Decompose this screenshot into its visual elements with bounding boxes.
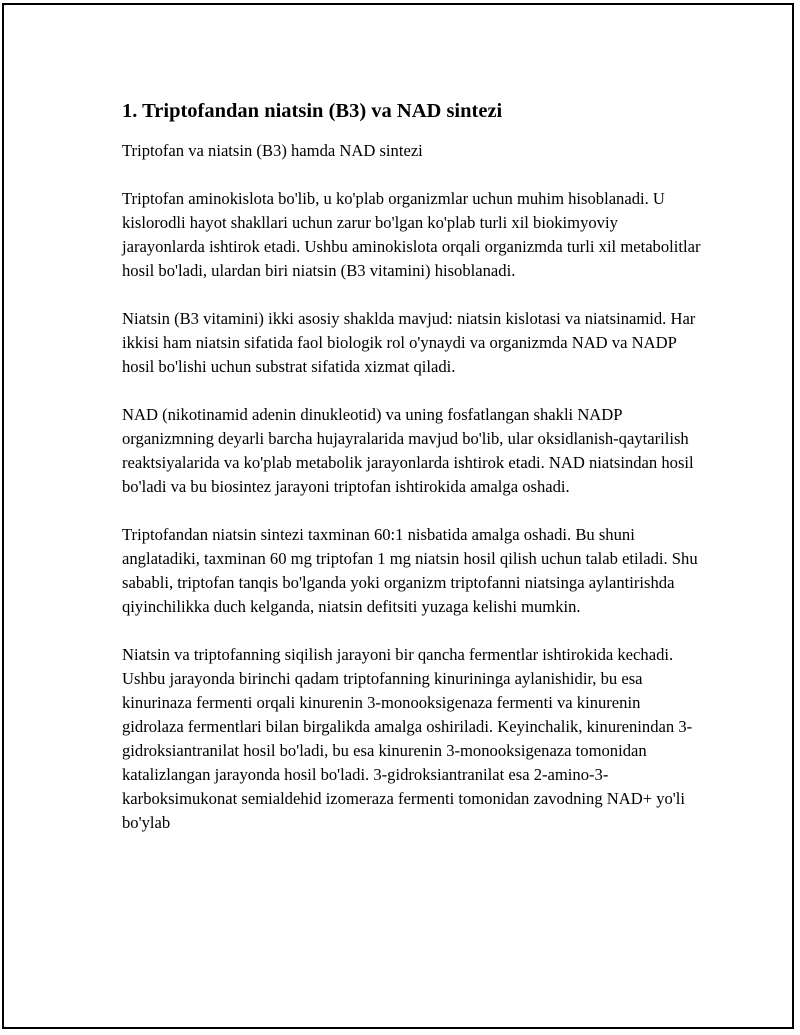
document-title: 1. Triptofandan niatsin (B3) va NAD sintezi <box>122 100 503 122</box>
paragraph-niacin-forms: Niatsin (B3 vitamini) ikki asosiy shaklda mavjud: niatsin kislotasi va niatsinamid. Har ikkisi ham niatsin sifatida faol biologik rol o'ynaydi va organizmda NAD va NADP hosil bo'lishi uchun substrat sifatida xizmat qiladi. <box>122 309 696 376</box>
page-frame <box>2 3 794 1029</box>
document-body <box>122 97 702 835</box>
paragraph-nad: NAD (nikotinamid adenin dinukleotid) va uning fosfatlangan shakli NADP organizmning deyarli barcha hujayralarida mavjud bo'lib, ular oksidlanish-qaytarilish reaktsiyalarida va ko'plab metabolik jarayonlarda ishtirok etadi. NAD niatsindan hosil bo'ladi va bu biosintez jarayoni triptofan ishtirokida amalga oshadi. <box>122 405 694 496</box>
paragraph-intro: Triptofan aminokislota bo'lib, u ko'plab organizmlar uchun muhim hisoblanadi. U kislorodli hayot shakllari uchun zarur bo'lgan ko'plab turli xil biokimyoviy jarayonlarda ishtirok etadi. Ushbu aminokislota orqali organizmda turli xil metabolitlar hosil bo'ladi, ulardan biri niatsin (B3 vitamini) hisoblanadi. <box>122 189 701 280</box>
document-subtitle: Triptofan va niatsin (B3) hamda NAD sintezi <box>122 141 423 160</box>
paragraph-ratio: Triptofandan niatsin sintezi taxminan 60:1 nisbatida amalga oshadi. Bu shuni anglatadiki, taxminan 60 mg triptofan 1 mg niatsin hosil qilish uchun talab etiladi. Shu sababli, triptofan tanqis bo'lganda yoki organizm triptofanni niatsinga aylantirishda qiyinchilikka duch kelganda, niatsin defitsiti yuzaga kelishi mumkin. <box>122 525 698 616</box>
paragraph-enzymes: Niatsin va triptofanning siqilish jarayoni bir qancha fermentlar ishtirokida kechadi. Ushbu jarayonda birinchi qadam triptofanning kinurininga aylanishidir, bu esa kinurinaza fermenti orqali kinurenin 3-monooksigenaza fermenti va kinurenin gidrolaza fermentlari bilan birgalikda amalga oshiriladi. Keyinchalik, kinurenindan 3-gidroksiantranilat hosil bo'ladi, bu esa kinurenin 3-monooksigenaza tomonidan katalizlangan jarayonda hosil bo'ladi. 3-gidroksiantranilat esa 2-amino-3-karboksimukonat semialdehid izomeraza fermenti tomonidan zavodning NAD+ yo'li bo'ylab <box>122 645 693 832</box>
